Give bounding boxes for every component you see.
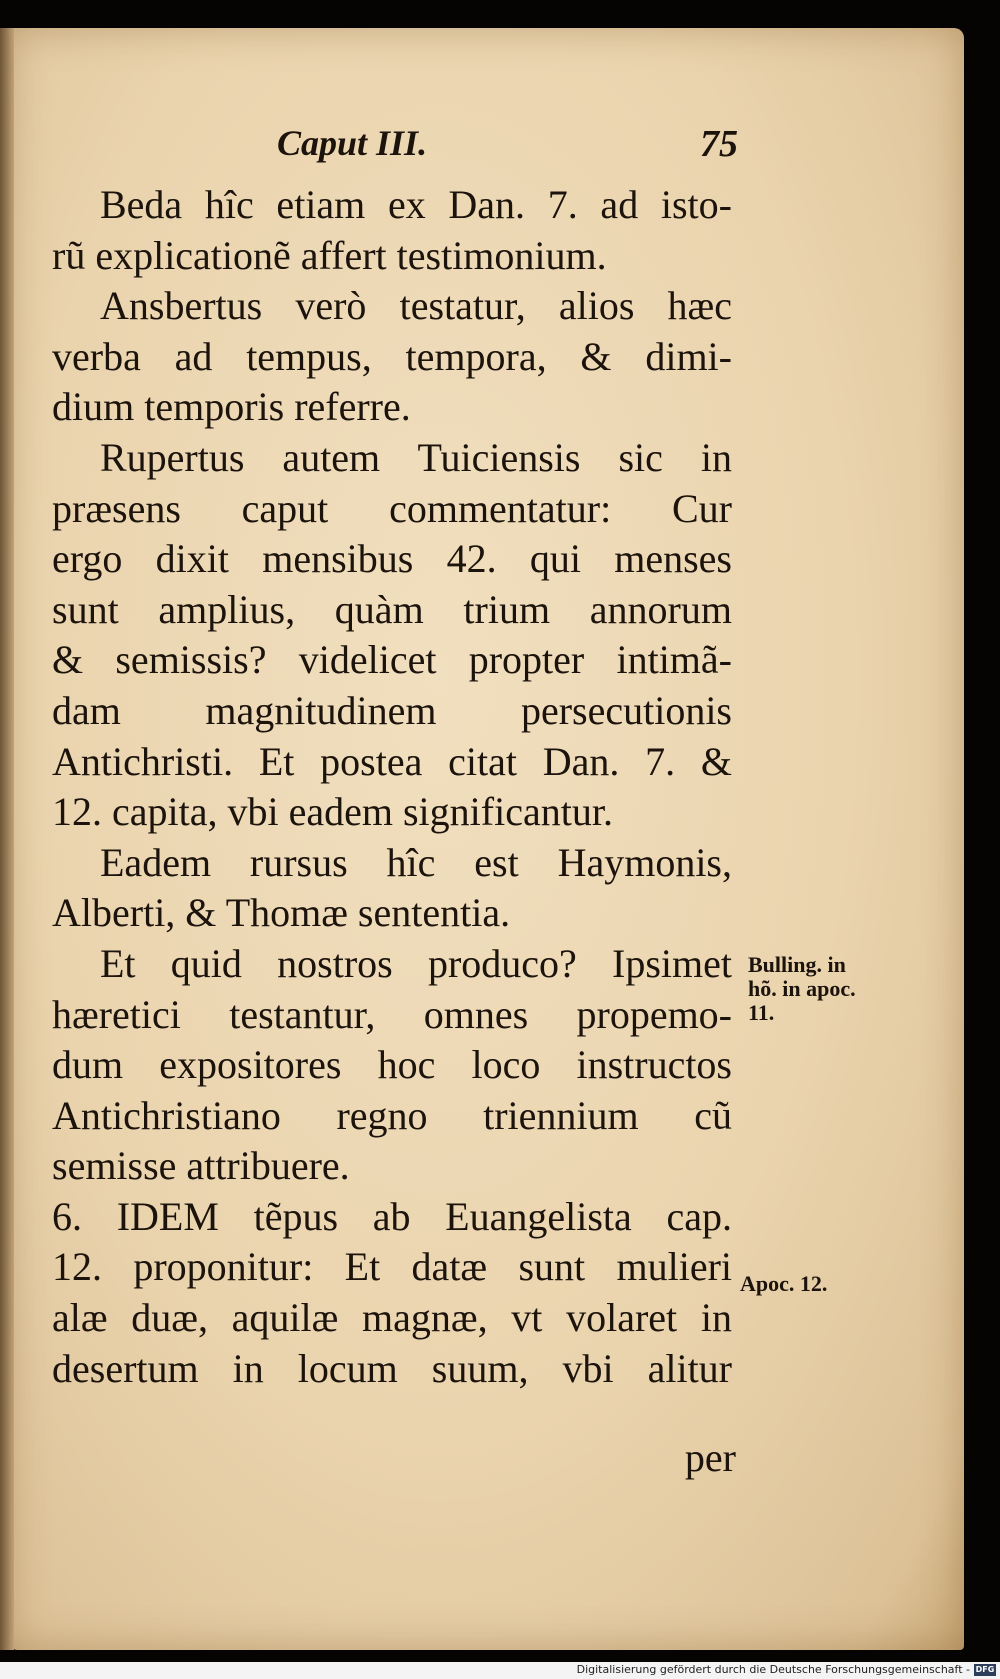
text-line: Rupertus autem Tuiciensis sic in [100,434,732,480]
text-line: 12. capita, vbi eadem significantur. [52,789,613,835]
text-line: & semissis? videlicet propter intimã- [52,637,732,683]
text-line: dam magnitudinem persecutionis [52,687,732,733]
text-line: Beda hîc etiam ex Dan. 7. ad isto- [100,182,732,227]
text-line: Antichristiano regno triennium cũ [52,1092,732,1138]
text-line: Ansbertus verò testatur, alios hæc [100,283,732,329]
text-line: Et quid nostros produco? Ipsimet [100,940,732,986]
text-line: hæretici testantur, omnes propemo- [52,991,732,1037]
body-text [52,180,732,1394]
footer-bar [0,1662,1000,1679]
text-line: 6. IDEM tẽpus ab Euangelista cap. [52,1193,732,1239]
text-line: sunt amplius, quàm trium annorum [52,586,732,632]
text-line: præsens caput commentatur: Cur [52,485,732,531]
page-number: 75 [700,123,738,165]
text-line: dium temporis referre. [52,384,411,430]
margin-note-bulling-line-1: Bulling. in [748,952,846,977]
running-title: Caput III. [277,123,428,163]
running-head [52,122,738,172]
text-line: 12. proponitur: Et datæ sunt mulieri [52,1244,732,1290]
text-line: semisse attribuere. [52,1143,350,1189]
margin-note-bulling-line-2: hõ. in apoc. [748,976,856,1001]
text-line: Alberti, & Thomæ sententia. [52,890,511,936]
text-line: rũ explicationẽ affert testimonium. [52,232,607,278]
catchword: per [684,1435,736,1480]
dfg-logo: DFG [975,1665,995,1674]
margin-note-bulling [748,953,856,1025]
text-line: ergo dixit mensibus 42. qui menses [52,536,732,582]
text-line: desertum in locum suum, vbi alitur [52,1345,732,1391]
text-line: dum expositores hoc loco instructos [52,1042,732,1088]
margin-note-apoc: Apoc. 12. [740,1271,828,1296]
text-line: Antichristi. Et postea citat Dan. 7. & [52,738,732,784]
text-line: Eadem rursus hîc est Haymonis, [100,839,732,885]
text-line: verba ad tempus, tempora, & dimi- [52,333,732,379]
footer-credit: Digitalisierung gefördert durch die Deutsche Forschungsgemeinschaft - [576,1663,970,1676]
page-left-edge [0,28,14,1650]
text-line: alæ duæ, aquilæ magnæ, vt volaret in [52,1295,732,1341]
margin-note-bulling-line-3: 11. [748,1000,775,1025]
